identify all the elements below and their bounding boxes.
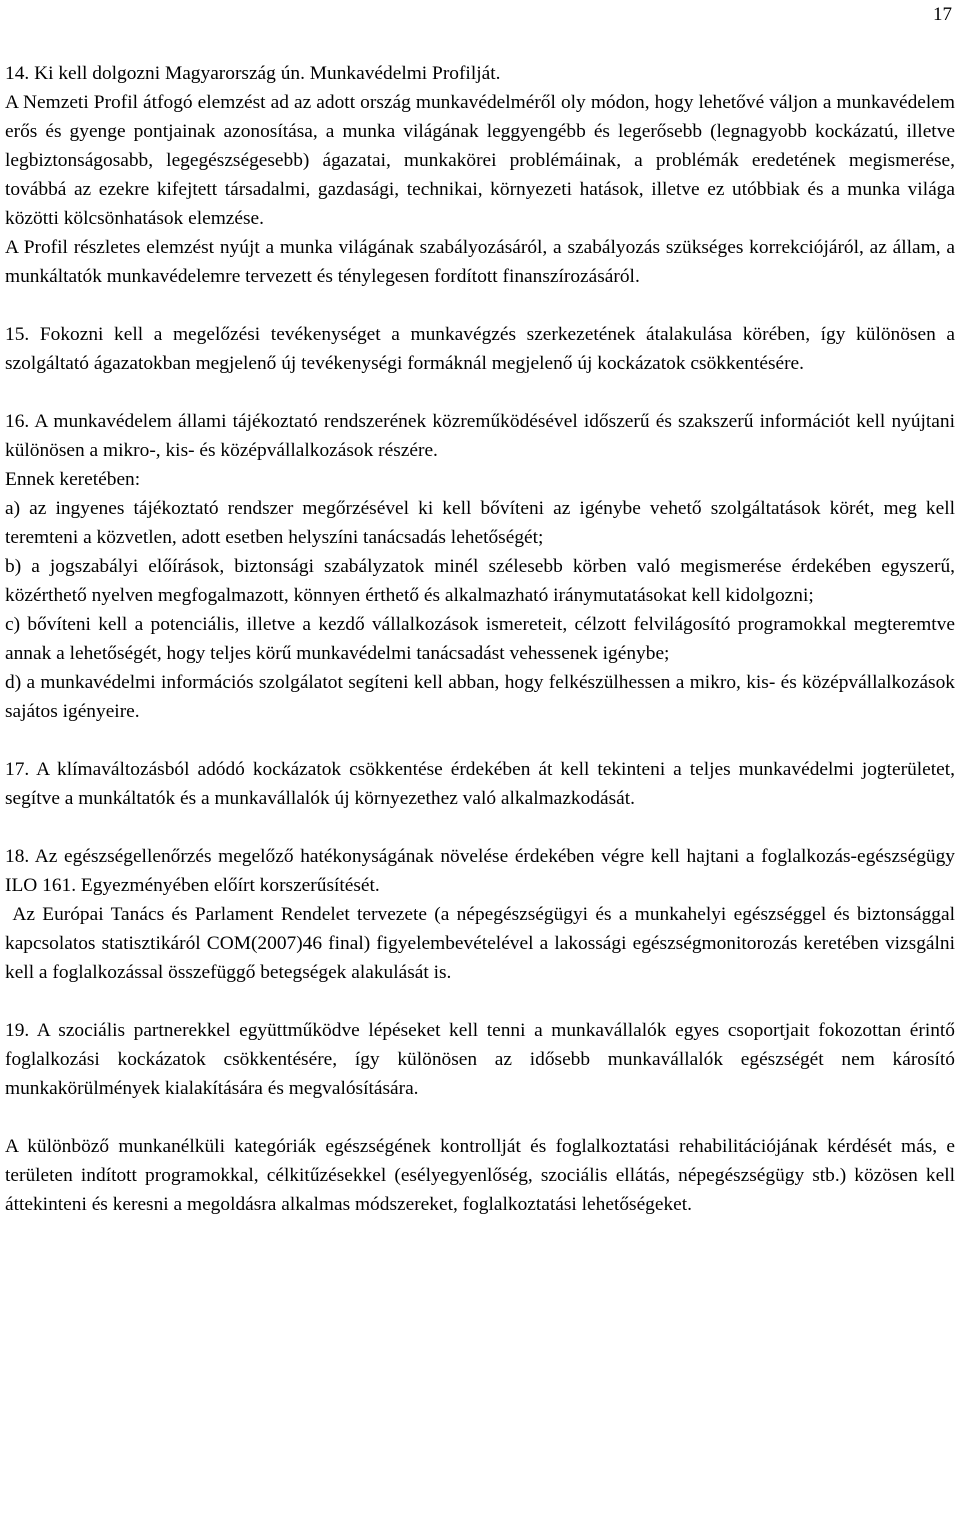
section-16-paragraph-1: 16. A munkavédelem állami tájékoztató rendszerének közreműködésével időszerű és szakszerű információt kell nyújtani különösen a mikro-, kis- és középvállalkozások részére. — [5, 411, 955, 461]
section-16-item-c: c) bővíteni kell a potenciális, illetve a kezdő vállalkozások ismereteit, célzott felvilágosító programokkal megteremtve annak a lehetőségét, hogy teljes körű munkavédelmi tanácsadást vehessenek igénybe; — [5, 614, 955, 664]
section-19-paragraph-2: A különböző munkanélküli kategóriák egészségének kontrollját és foglalkoztatási rehabilitációjának kérdését más, e területen indított programokkal, célkitűzésekkel (esélyegyenlőség, szociális ellátás, népegészségügy stb.) közösen kell áttekinteni és keresni a megoldásra alkalmas módszereket, foglalkoztatási lehetőségeket. — [5, 1136, 955, 1215]
section-16-item-a: a) az ingyenes tájékoztató rendszer megőrzésével ki kell bővíteni az igénybe vehető szolgáltatások körét, meg kell teremteni a közvetlen, adott esetben helyszíni tanácsadás lehetőségét; — [5, 498, 955, 548]
section-14-paragraph-1: A Nemzeti Profil átfogó elemzést ad az adott ország munkavédelméről oly módon, hogy lehetővé váljon a munkavédelem erős és gyenge pontjainak azonosítása, a munka világának leggyengébb és legerősebb (legnagyobb kockázatú, illetve legbiztonságosabb, legegészségesebb) ágazatai, munkakörei problémáinak, a problémák eredetének megismerése, továbbá az ezekre kifejtett társadalmi, gazdasági, technikai, környezeti hatások, illetve ez utóbbiak és a munka világa közötti kölcsönhatások elemzése. — [5, 92, 955, 229]
section-17-paragraph: 17. A klímaváltozásból adódó kockázatok csökkentése érdekében át kell tekinteni a teljes munkavédelmi jogterületet, segítve a munkáltatók és a munkavállalók új környezethez való alkalmazkodását. — [5, 759, 955, 809]
section-19-paragraph-1: 19. A szociális partnerekkel együttműködve lépéseket kell tenni a munkavállalók egyes csoportjait fokozottan érintő foglalkozási kockázatok csökkentésére, így különösen az idősebb munkavállalók egészségét nem károsító munkakörülmények kialakítására és megvalósítására. — [5, 1020, 955, 1099]
section-16-item-d: d) a munkavédelmi információs szolgálatot segíteni kell abban, hogy felkészülhessen a mikro, kis- és középvállalkozások sajátos igényeire. — [5, 672, 955, 722]
section-15-paragraph: 15. Fokozni kell a megelőzési tevékenységet a munkavégzés szerkezetének átalakulása körében, így különösen a szolgáltató ágazatokban megjelenő új tevékenységi formáknál megjelenő új kockázatok csökkentésére. — [5, 324, 955, 374]
page-number: 17 — [933, 4, 952, 25]
section-14-heading: 14. Ki kell dolgozni Magyarország ún. Munkavédelmi Profilját. — [5, 63, 501, 84]
document-body — [5, 59, 960, 1219]
section-16-paragraph-2: Ennek keretében: — [5, 469, 141, 490]
section-14-paragraph-2: A Profil részletes elemzést nyújt a munka világának szabályozásáról, a szabályozás szükséges korrekciójáról, az állam, a munkáltatók munkavédelemre tervezett és ténylegesen fordított finanszírozásáról. — [5, 237, 955, 287]
section-18-paragraph-2: Az Európai Tanács és Parlament Rendelet tervezete (a népegészségügyi és a munkahelyi egészséggel és biztonsággal kapcsolatos statisztikáról COM(2007)46 final) figyelembevételével a lakossági egészségmonitorozás keretében vizsgálni kell a foglalkozással összefüggő betegségek alakulását is. — [5, 904, 960, 983]
section-18-paragraph-1: 18. Az egészségellenőrzés megelőző hatékonyságának növelése érdekében végre kell hajtani a foglalkozás-egészségügy ILO 161. Egyezményében előírt korszerűsítését. — [5, 846, 955, 896]
section-16-item-b: b) a jogszabályi előírások, biztonsági szabályzatok minél szélesebb körben való megismerése érdekében egyszerű, közérthető nyelven megfogalmazott, könnyen érthető és alkalmazható iránymutatásokat kell kidolgozni; — [5, 556, 955, 606]
